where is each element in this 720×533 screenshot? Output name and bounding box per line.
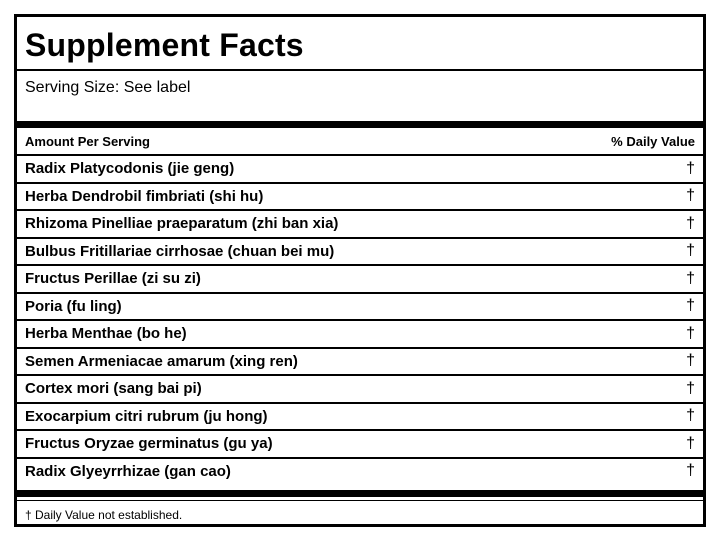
ingredient-daily-value: † bbox=[686, 324, 695, 342]
ingredient-name: Fructus Perillae (zi su zi) bbox=[25, 270, 201, 288]
ingredient-daily-value: † bbox=[686, 187, 695, 205]
ingredient-name: Radix Platycodonis (jie geng) bbox=[25, 160, 235, 178]
ingredient-daily-value: † bbox=[686, 434, 695, 452]
ingredient-daily-value: † bbox=[686, 242, 695, 260]
ingredient-name: Radix Glyeyrrhizae (gan cao) bbox=[25, 462, 231, 480]
thick-divider bbox=[17, 121, 703, 128]
ingredient-daily-value: † bbox=[686, 379, 695, 397]
ingredient-name: Exocarpium citri rubrum (ju hong) bbox=[25, 407, 268, 425]
panel-title: Supplement Facts bbox=[17, 17, 703, 71]
ingredient-daily-value: † bbox=[686, 214, 695, 232]
ingredient-row bbox=[17, 239, 703, 267]
ingredient-daily-value: † bbox=[686, 297, 695, 315]
ingredient-daily-value: † bbox=[686, 159, 695, 177]
column-header-row bbox=[17, 128, 703, 156]
ingredient-list bbox=[17, 156, 703, 484]
ingredient-name: Fructus Oryzae germinatus (gu ya) bbox=[25, 435, 273, 453]
ingredient-name: Bulbus Fritillariae cirrhosae (chuan bei mu) bbox=[25, 242, 335, 260]
ingredient-row bbox=[17, 211, 703, 239]
ingredient-daily-value: † bbox=[686, 352, 695, 370]
ingredient-row bbox=[17, 431, 703, 459]
ingredient-name: Semen Armeniacae amarum (xing ren) bbox=[25, 352, 298, 370]
ingredient-name: Herba Dendrobil fimbriati (shi hu) bbox=[25, 187, 264, 205]
ingredient-row bbox=[17, 156, 703, 184]
footnote: † Daily Value not established. bbox=[17, 500, 703, 527]
ingredient-daily-value: † bbox=[686, 407, 695, 425]
ingredient-row bbox=[17, 404, 703, 432]
ingredient-row bbox=[17, 459, 703, 485]
ingredient-row bbox=[17, 321, 703, 349]
ingredient-daily-value: † bbox=[686, 462, 695, 480]
ingredient-name: Poria (fu ling) bbox=[25, 297, 122, 315]
thick-divider-bottom bbox=[17, 490, 703, 497]
serving-size: Serving Size: See label bbox=[25, 79, 191, 96]
ingredient-name: Cortex mori (sang bai pi) bbox=[25, 380, 202, 398]
ingredient-row bbox=[17, 376, 703, 404]
ingredient-name: Rhizoma Pinelliae praeparatum (zhi ban xia) bbox=[25, 215, 339, 233]
ingredient-row bbox=[17, 294, 703, 322]
ingredient-name: Herba Menthae (bo he) bbox=[25, 325, 187, 343]
supplement-facts-panel bbox=[14, 14, 706, 527]
ingredient-daily-value: † bbox=[686, 269, 695, 287]
amount-per-serving-label: Amount Per Serving bbox=[25, 133, 150, 149]
ingredient-row bbox=[17, 266, 703, 294]
ingredient-row bbox=[17, 184, 703, 212]
ingredient-row bbox=[17, 349, 703, 377]
daily-value-label: % Daily Value bbox=[611, 133, 695, 149]
